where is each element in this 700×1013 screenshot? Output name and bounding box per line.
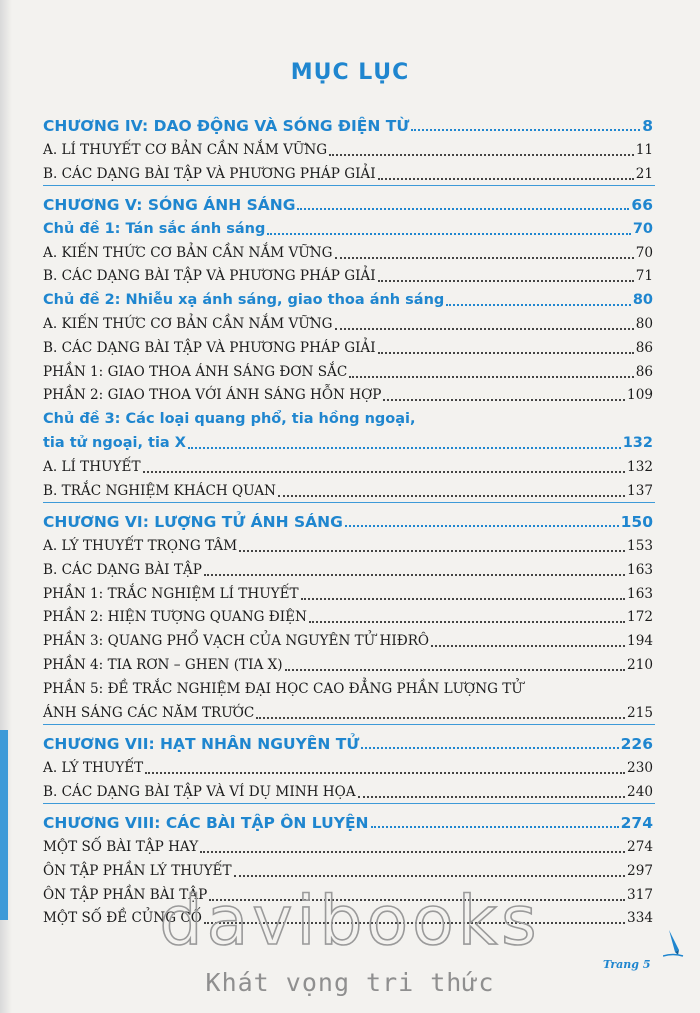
footer-page-number: Trang 5	[603, 958, 651, 971]
toc-dot-leader	[383, 399, 625, 401]
toc-item	[43, 603, 653, 627]
toc-dot-leader	[256, 717, 625, 719]
toc-entry-label: PHẦN 3: QUANG PHỔ VẠCH CỦA NGUYÊN TỬ HIĐRÔ	[43, 633, 430, 650]
toc-entry-label: CHƯƠNG VIII: CÁC BÀI TẬP ÔN LUYỆN	[43, 814, 369, 833]
pen-nib-icon	[663, 928, 685, 962]
toc-page-number: 137	[627, 482, 653, 499]
toc-chapter	[43, 506, 653, 531]
toc-page-number: 11	[635, 141, 653, 158]
toc-dot-leader	[200, 851, 625, 853]
toc-item	[43, 856, 653, 880]
toc-page-number: 215	[627, 704, 653, 721]
toc-entry-label: Chủ đề 1: Tán sắc ánh sáng	[43, 220, 266, 237]
toc-dot-leader	[234, 875, 626, 877]
page-title: MỤC LỤC	[290, 60, 410, 85]
toc-item	[43, 476, 653, 500]
toc-page-number: 80	[632, 292, 653, 309]
toc-page-number: 334	[627, 910, 653, 927]
toc-dot-leader	[361, 747, 618, 749]
toc-dot-leader	[378, 178, 634, 180]
toc-dot-leader	[358, 796, 625, 798]
toc-chapter	[43, 728, 653, 753]
toc-dot-leader	[378, 352, 634, 354]
chapter-separator	[43, 803, 655, 805]
toc-chapter	[43, 807, 653, 832]
toc-page-number: 172	[627, 609, 653, 626]
toc-dot-leader	[188, 447, 621, 449]
toc-chapter	[43, 189, 653, 214]
toc-topic	[43, 214, 653, 238]
toc-item-line	[43, 674, 653, 698]
toc-entry-label: A. LÍ THUYẾT CƠ BẢN CẦN NẮM VỮNG	[43, 141, 328, 158]
toc-dot-leader	[267, 233, 630, 235]
watermark-brand: davibooks	[159, 882, 541, 961]
toc-entry-label: CHƯƠNG VII: HẠT NHÂN NGUYÊN TỬ	[43, 735, 360, 754]
toc-page-number: 86	[635, 363, 653, 380]
toc-item	[43, 832, 653, 856]
toc-entry-label: A. LÝ THUYẾT	[43, 759, 144, 776]
toc-item	[43, 555, 653, 579]
toc-page-number: 317	[627, 886, 653, 903]
toc-dot-leader	[345, 525, 619, 527]
toc-entry-label: MỘT SỐ BÀI TẬP HAY	[43, 838, 199, 855]
toc-item	[43, 238, 653, 262]
toc-dot-leader	[301, 598, 625, 600]
toc-item	[43, 777, 653, 801]
toc-entry-label: PHẦN 1: TRẮC NGHIỆM LÍ THUYẾT	[43, 585, 299, 602]
toc-page-number: 80	[635, 316, 653, 333]
toc-item	[43, 357, 653, 381]
toc-item	[43, 626, 653, 650]
toc-chapter	[43, 110, 653, 135]
toc-entry-label: A. KIẾN THỨC CƠ BẢN CẦN NẮM VỮNG	[43, 244, 333, 261]
toc-dot-leader	[297, 208, 629, 210]
toc-page-number: 132	[627, 458, 653, 475]
toc-entry-label: B. TRẮC NGHIỆM KHÁCH QUAN	[43, 482, 276, 499]
toc-dot-leader	[143, 471, 626, 473]
toc-entry-label: ÔN TẬP PHẦN BÀI TẬP	[43, 886, 208, 903]
toc-dot-leader	[335, 328, 634, 330]
toc-page-number: 66	[631, 196, 653, 215]
toc-entry-label: PHẦN 2: HIỆN TƯỢNG QUANG ĐIỆN	[43, 609, 307, 626]
toc-entry-label: A. KIẾN THỨC CƠ BẢN CẦN NẮM VỮNG	[43, 316, 333, 333]
toc-item	[43, 531, 653, 555]
toc-page-number: 71	[635, 268, 653, 285]
toc-page-number: 150	[620, 513, 653, 532]
toc-item	[43, 698, 653, 722]
toc-dot-leader	[446, 304, 631, 306]
toc-page-number: 70	[632, 220, 653, 237]
toc-entry-label: CHƯƠNG VI: LƯỢNG TỬ ÁNH SÁNG	[43, 513, 343, 532]
toc-page-number: 230	[627, 759, 653, 776]
toc-entry-label: PHẦN 2: GIAO THOA VỚI ÁNH SÁNG HỖN HỢP	[43, 387, 382, 404]
toc-dot-leader	[239, 550, 625, 552]
toc-topic-line	[43, 404, 653, 428]
toc-entry-label: A. LÝ THUYẾT TRỌNG TÂM	[43, 537, 238, 554]
toc-page-number: 240	[627, 783, 653, 800]
toc-item	[43, 753, 653, 777]
toc-dot-leader	[278, 495, 625, 497]
toc-item	[43, 262, 653, 286]
toc-dot-leader	[309, 621, 625, 623]
chapter-separator	[43, 502, 655, 504]
toc-page-number: 21	[635, 165, 653, 182]
toc-entry-label: B. CÁC DẠNG BÀI TẬP	[43, 561, 202, 578]
toc-entry-label: Chủ đề 3: Các loại quang phổ, tia hồng ngoại,	[43, 411, 416, 428]
toc-dot-leader	[285, 669, 625, 671]
toc-page-number: 297	[627, 862, 653, 879]
toc-topic	[43, 428, 653, 452]
toc-item	[43, 159, 653, 183]
toc-item	[43, 333, 653, 357]
toc-page-number: 210	[627, 656, 653, 673]
toc-dot-leader	[431, 645, 625, 647]
toc-page-number: 86	[635, 339, 653, 356]
toc-dot-leader	[349, 376, 633, 378]
toc-item	[43, 650, 653, 674]
toc-dot-leader	[329, 154, 634, 156]
toc-page-number: 70	[635, 244, 653, 261]
toc-entry-label: Chủ đề 2: Nhiễu xạ ánh sáng, giao thoa ánh sáng	[43, 292, 445, 309]
toc-entry-label: CHƯƠNG IV: DAO ĐỘNG VÀ SÓNG ĐIỆN TỪ	[43, 117, 410, 135]
toc-topic	[43, 285, 653, 309]
toc-item	[43, 381, 653, 405]
chapter-separator	[43, 724, 655, 726]
toc-entry-label: A. LÍ THUYẾT	[43, 458, 141, 475]
toc-entry-label: ÁNH SÁNG CÁC NĂM TRƯỚC	[43, 704, 255, 721]
toc-page-number: 163	[627, 561, 653, 578]
toc-dot-leader	[204, 574, 625, 576]
table-of-contents	[43, 110, 653, 927]
toc-page-number: 274	[627, 838, 653, 855]
toc-dot-leader	[411, 129, 640, 131]
toc-dot-leader	[371, 826, 619, 828]
toc-dot-leader	[378, 280, 634, 282]
chapter-separator	[43, 185, 655, 187]
watermark-slogan: Khát vọng tri thức	[205, 968, 495, 997]
toc-item	[43, 309, 653, 333]
toc-entry-label: tia tử ngoại, tia X	[43, 435, 186, 452]
toc-page-number: 194	[627, 633, 653, 650]
toc-entry-label: CHƯƠNG V: SÓNG ÁNH SÁNG	[43, 196, 296, 215]
toc-dot-leader	[145, 772, 625, 774]
toc-entry-label: MỘT SỐ ĐỀ CỦNG CỐ	[43, 910, 202, 927]
toc-page-number: 109	[627, 387, 653, 404]
toc-page-number: 226	[620, 735, 653, 754]
toc-item	[43, 135, 653, 159]
toc-entry-label: PHẦN 4: TIA RƠN – GHEN (TIA X)	[43, 656, 283, 673]
toc-entry-label: PHẦN 5: ĐỀ TRẮC NGHIỆM ĐẠI HỌC CAO ĐẲNG PHẦN LƯỢNG TỬ	[43, 680, 523, 697]
toc-entry-label: ÔN TẬP PHẦN LÝ THUYẾT	[43, 862, 232, 879]
toc-item	[43, 579, 653, 603]
toc-page-number: 132	[622, 435, 653, 452]
toc-entry-label: B. CÁC DẠNG BÀI TẬP VÀ PHƯƠNG PHÁP GIẢI	[43, 339, 376, 356]
toc-page-number: 274	[620, 814, 653, 833]
toc-entry-label: B. CÁC DẠNG BÀI TẬP VÀ VÍ DỤ MINH HỌA	[43, 783, 356, 800]
toc-page-number: 8	[642, 117, 653, 135]
toc-entry-label: B. CÁC DẠNG BÀI TẬP VÀ PHƯƠNG PHÁP GIẢI	[43, 165, 376, 182]
toc-dot-leader	[335, 257, 634, 259]
toc-item	[43, 452, 653, 476]
toc-entry-label: PHẦN 1: GIAO THOA ÁNH SÁNG ĐƠN SẮC	[43, 363, 348, 380]
toc-entry-label: B. CÁC DẠNG BÀI TẬP VÀ PHƯƠNG PHÁP GIẢI	[43, 268, 376, 285]
toc-page-number: 153	[627, 537, 653, 554]
toc-page-number: 163	[627, 585, 653, 602]
